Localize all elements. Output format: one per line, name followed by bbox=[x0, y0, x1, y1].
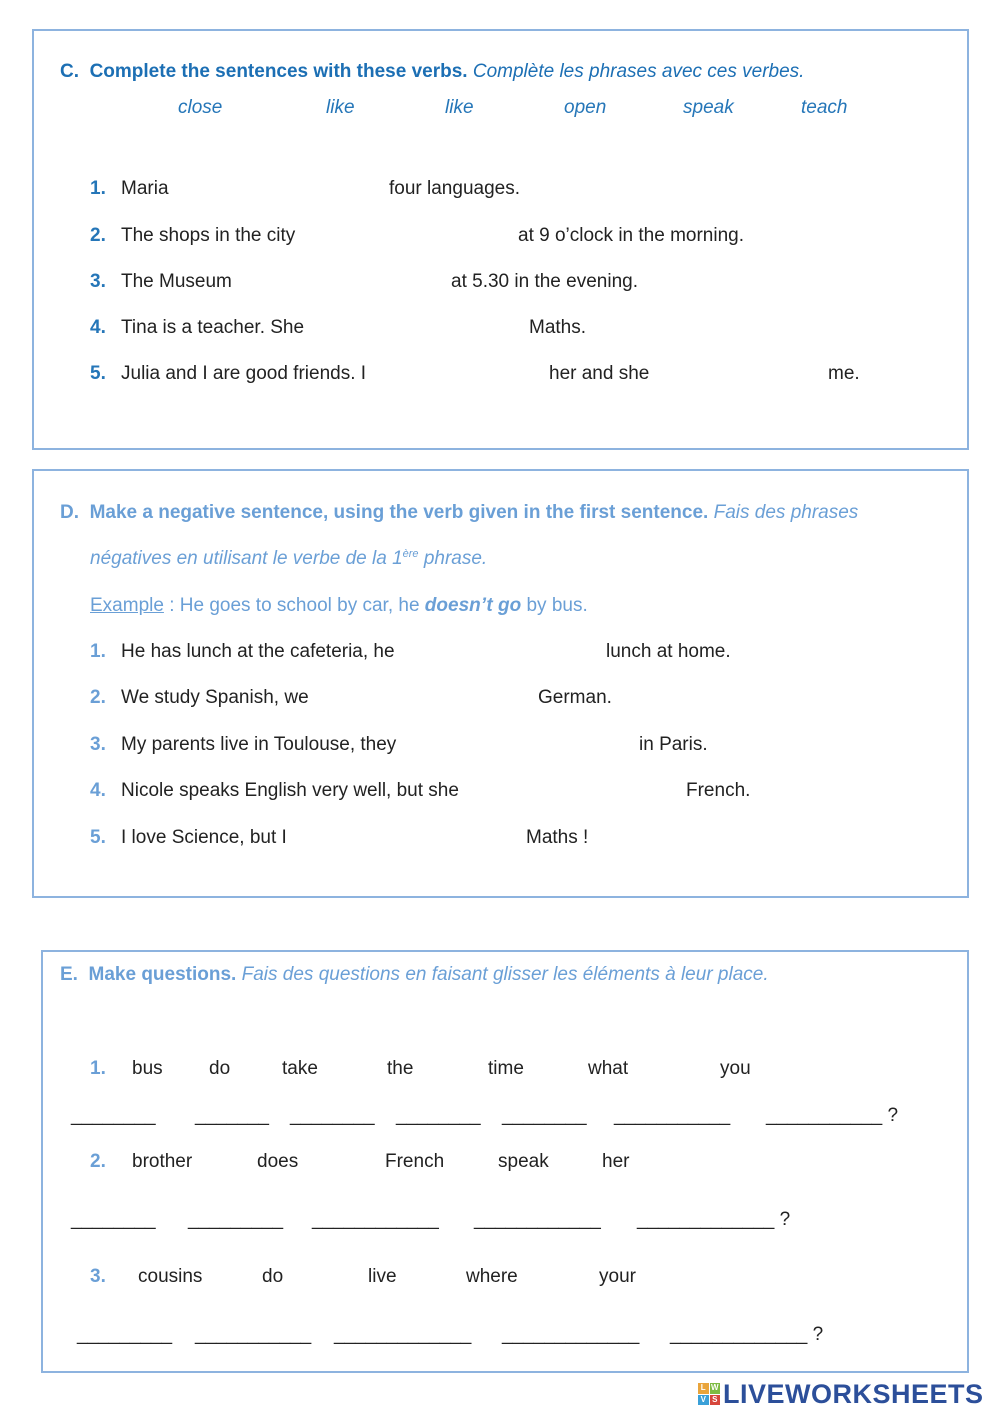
verb-chip-speak[interactable]: speak bbox=[683, 97, 734, 118]
item-number: 5. bbox=[90, 363, 106, 384]
word-tile[interactable]: live bbox=[368, 1266, 397, 1287]
title-fr-text: phrase. bbox=[418, 548, 488, 569]
sentence-text: in Paris. bbox=[639, 734, 708, 755]
item-number: 4. bbox=[90, 780, 106, 801]
sentence-text: We study Spanish, we bbox=[121, 687, 309, 708]
answer-drop-slot[interactable]: _____________ ? bbox=[637, 1209, 791, 1230]
item-number: 1. bbox=[90, 178, 106, 199]
sentence-text: Nicole speaks English very well, but she bbox=[121, 780, 459, 801]
sentence-text: lunch at home. bbox=[606, 641, 731, 662]
logo-mark-cell: V bbox=[698, 1395, 709, 1406]
sentence-text: The shops in the city bbox=[121, 225, 296, 246]
sentence-text: Maths. bbox=[529, 317, 587, 338]
logo-mark-cell: W bbox=[710, 1383, 719, 1392]
answer-drop-slot[interactable]: _____________ bbox=[334, 1324, 472, 1345]
word-tile[interactable]: her bbox=[602, 1151, 630, 1172]
item-number: 3. bbox=[90, 734, 106, 755]
sentence-text: The Museum bbox=[121, 271, 232, 292]
answer-drop-slot[interactable]: _______ bbox=[195, 1105, 269, 1126]
word-tile[interactable]: does bbox=[257, 1151, 299, 1172]
answer-drop-slot[interactable]: ________ bbox=[502, 1105, 587, 1126]
verb-chip-close[interactable]: close bbox=[178, 97, 223, 118]
logo-mark-cell: L bbox=[698, 1383, 709, 1394]
answer-drop-slot[interactable]: ___________ ? bbox=[766, 1105, 899, 1126]
answer-drop-slot[interactable]: ___________ bbox=[195, 1324, 312, 1345]
answer-drop-slot[interactable]: _________ bbox=[77, 1324, 173, 1345]
item-number: 2. bbox=[90, 1151, 106, 1172]
section-e-header bbox=[60, 965, 769, 984]
word-tile[interactable]: do bbox=[262, 1266, 284, 1287]
verb-chip-open[interactable]: open bbox=[564, 97, 607, 118]
sentence-text: French. bbox=[686, 780, 751, 801]
answer-drop-slot[interactable]: _____________ ? bbox=[670, 1324, 824, 1345]
sentence-text: four languages. bbox=[389, 178, 520, 199]
verb-chip-teach[interactable]: teach bbox=[801, 97, 848, 118]
example-text: by bus. bbox=[521, 595, 588, 616]
word-tile[interactable]: what bbox=[588, 1058, 629, 1079]
sentence-text: He has lunch at the cafeteria, he bbox=[121, 641, 395, 662]
sentence-text: Tina is a teacher. She bbox=[121, 317, 305, 338]
example-answer: doesn’t go bbox=[424, 595, 522, 616]
item-number: 4. bbox=[90, 317, 106, 338]
title-fr-text: négatives en utilisant le verbe de la 1 bbox=[90, 548, 403, 569]
section-e-title-fr: Fais des questions en faisant glisser les éléments à leur place. bbox=[241, 964, 769, 985]
sentence-text: at 5.30 in the evening. bbox=[451, 271, 638, 292]
section-c-header bbox=[60, 62, 804, 81]
word-tile[interactable]: where bbox=[466, 1266, 518, 1287]
answer-drop-slot[interactable]: ________ bbox=[396, 1105, 481, 1126]
word-tile[interactable]: the bbox=[387, 1058, 414, 1079]
item-number: 2. bbox=[90, 225, 106, 246]
answer-drop-slot[interactable]: ________ bbox=[290, 1105, 375, 1126]
answer-drop-slot[interactable]: _________ bbox=[188, 1209, 284, 1230]
word-tile[interactable]: brother bbox=[132, 1151, 193, 1172]
sentence-text: I love Science, but I bbox=[121, 827, 287, 848]
section-e-letter: E. bbox=[60, 964, 78, 985]
section-d-header bbox=[60, 503, 858, 522]
answer-drop-slot[interactable]: ________ bbox=[71, 1209, 156, 1230]
sentence-text: My parents live in Toulouse, they bbox=[121, 734, 397, 755]
title-fr-sup: ère bbox=[402, 548, 419, 560]
item-number: 5. bbox=[90, 827, 106, 848]
example-text: : He goes to school by car, he bbox=[163, 595, 425, 616]
section-c-title-en: Complete the sentences with these verbs. bbox=[89, 61, 468, 82]
section-e-title-en: Make questions. bbox=[88, 964, 237, 985]
verb-chip-like[interactable]: like bbox=[326, 97, 355, 118]
sentence-text: at 9 o’clock in the morning. bbox=[518, 225, 745, 246]
word-tile[interactable]: cousins bbox=[138, 1266, 203, 1287]
word-tile[interactable]: do bbox=[209, 1058, 231, 1079]
section-c-letter: C. bbox=[60, 61, 79, 82]
word-tile[interactable]: French bbox=[385, 1151, 445, 1172]
logo-text: LIVEWORKSHEETS bbox=[723, 1378, 984, 1409]
answer-drop-slot[interactable]: ___________ bbox=[614, 1105, 731, 1126]
section-d-title-en: Make a negative sentence, using the verb given in the first sentence. bbox=[89, 502, 709, 523]
item-number: 2. bbox=[90, 687, 106, 708]
word-tile[interactable]: you bbox=[720, 1058, 751, 1079]
item-number: 1. bbox=[90, 641, 106, 662]
sentence-text: me. bbox=[828, 363, 860, 384]
sentence-text: her and she bbox=[549, 363, 650, 384]
section-d-title-fr-line2 bbox=[90, 549, 487, 568]
section-d-letter: D. bbox=[60, 502, 79, 523]
item-number: 3. bbox=[90, 271, 106, 292]
item-number: 1. bbox=[90, 1058, 106, 1079]
sentence-text: Maths ! bbox=[526, 827, 589, 848]
sentence-text: German. bbox=[538, 687, 612, 708]
word-tile[interactable]: your bbox=[599, 1266, 636, 1287]
section-d-title-fr: Fais des phrases bbox=[713, 502, 859, 523]
answer-drop-slot[interactable]: ____________ bbox=[474, 1209, 601, 1230]
item-number: 3. bbox=[90, 1266, 106, 1287]
sentence-text: Julia and I are good friends. I bbox=[121, 363, 367, 384]
answer-drop-slot[interactable]: _____________ bbox=[502, 1324, 640, 1345]
liveworksheets-mark-icon bbox=[698, 1383, 720, 1405]
logo-mark-cell: S bbox=[710, 1395, 721, 1406]
section-c-title-fr: Complète les phrases avec ces verbes. bbox=[472, 61, 805, 82]
liveworksheets-logo[interactable] bbox=[698, 1379, 984, 1409]
answer-drop-slot[interactable]: ________ bbox=[71, 1105, 156, 1126]
word-tile[interactable]: bus bbox=[132, 1058, 163, 1079]
word-tile[interactable]: time bbox=[488, 1058, 524, 1079]
sentence-text: Maria bbox=[121, 178, 169, 199]
verb-chip-like[interactable]: like bbox=[445, 97, 474, 118]
word-tile[interactable]: take bbox=[282, 1058, 318, 1079]
section-d-example bbox=[90, 596, 588, 615]
answer-drop-slot[interactable]: ____________ bbox=[312, 1209, 439, 1230]
word-tile[interactable]: speak bbox=[498, 1151, 549, 1172]
example-label: Example bbox=[90, 595, 164, 616]
